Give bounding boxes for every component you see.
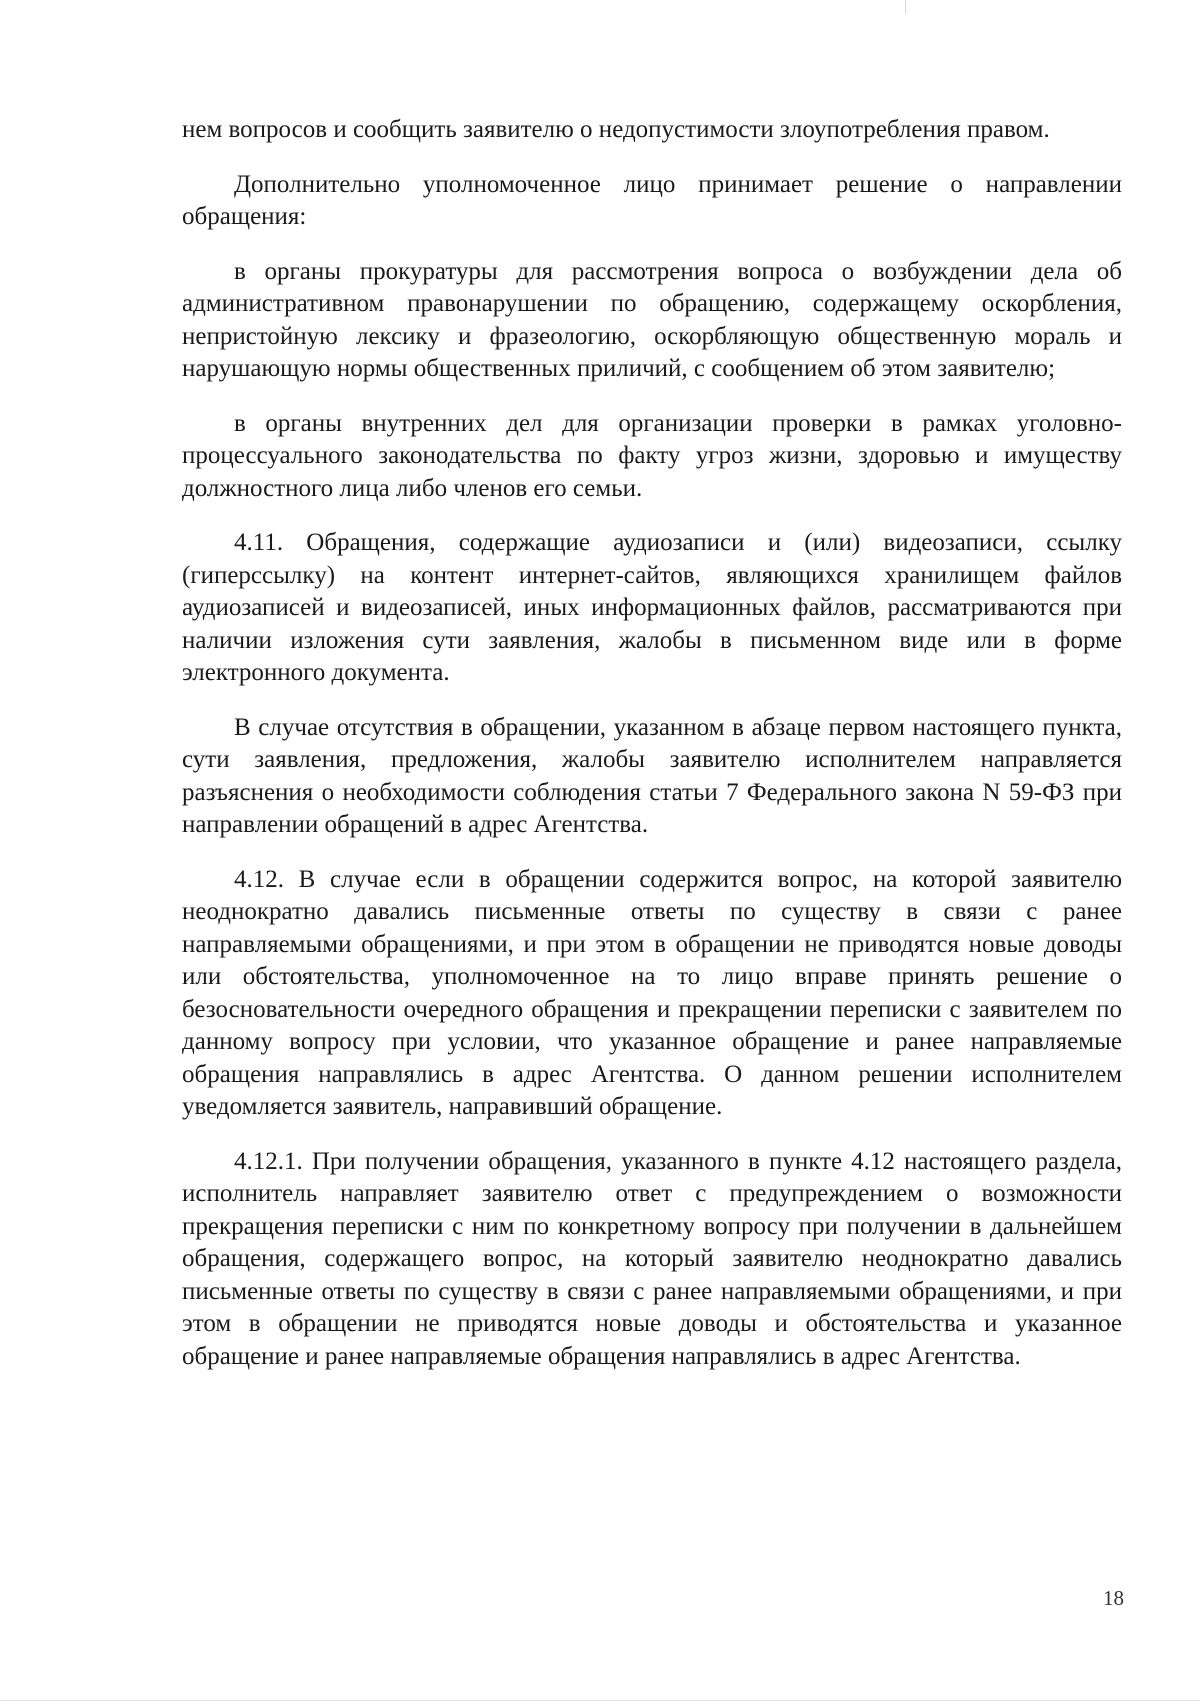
page-number: 18 bbox=[1103, 1586, 1124, 1610]
paragraph-additional-decision: Дополнительно уполномоченное лицо принимает решение о направлении обращения: bbox=[182, 170, 1122, 230]
paragraph-4-11: 4.11. Обращения, содержащие аудиозаписи и (или) видеозаписи, ссылку (гиперссылку) на контент интернет-сайтов, являющихся хранилищем файлов аудиозаписей и видеозаписей, иных информационных файлов, рассматриваются при наличии изложения сути заявления, жалобы в письменном виде или в форме электронного документа. bbox=[182, 529, 1122, 686]
paragraph-internal-affairs: в органы внутренних дел для организации проверки в рамках уголовно-процессуального законодательства по факту угроз жизни, здоровью и имуществу должностного лица либо членов его семьи. bbox=[182, 409, 1122, 502]
paragraph-4-11-absence: В случае отсутствия в обращении, указанном в абзаце первом настоящего пункта, сути заявления, предложения, жалобы заявителю исполнителем направляется разъяснения о необходимости соблюдения статьи 7 Федерального закона N 59-ФЗ при направлении обращений в адрес Агентства. bbox=[182, 713, 1122, 838]
paragraph-4-12: 4.12. В случае если в обращении содержится вопрос, на которой заявителю неоднократно давались письменные ответы по существу в связи с ранее направляемыми обращениями, и при этом в обращении не приводятся новые доводы или обстоятельства, уполномоченное на то лицо вправе принять решение о безосновательности очередного обращения и прекращении переписки с заявителем по данному вопросу при условии, что указанное обращение и ранее направляемые обращения направлялись в адрес Агентства. О данном решении исполнителем уведомляется заявитель, направивший обращение. bbox=[182, 865, 1122, 1120]
paragraph-continuation: нем вопросов и сообщить заявителю о недопустимости злоупотребления правом. bbox=[182, 116, 1050, 143]
scan-edge-line bbox=[0, 1700, 1200, 1701]
paragraph-prosecutor: в органы прокуратуры для рассмотрения вопроса о возбуждении дела об административном правонарушении по обращению, содержащему оскорбления, непристойную лексику и фразеологию, оскорбляющую общественную мораль и нарушающую нормы общественных приличий, с сообщением об этом заявителю; bbox=[182, 257, 1122, 382]
paragraph-4-12-1: 4.12.1. При получении обращения, указанного в пункте 4.12 настоящего раздела, исполнитель направляет заявителю ответ с предупреждением о возможности прекращения переписки с ним по конкретному вопросу при получении в дальнейшем обращения, содержащего вопрос, на который заявителю неоднократно давались письменные ответы по существу в связи с ранее направляемыми обращениями, и при этом в обращении не приводятся новые доводы и обстоятельства и указанное обращение и ранее направляемые обращения направлялись в адрес Агентства. bbox=[182, 1147, 1122, 1370]
document-body bbox=[182, 114, 1122, 1395]
scan-edge-mark bbox=[905, 0, 906, 14]
